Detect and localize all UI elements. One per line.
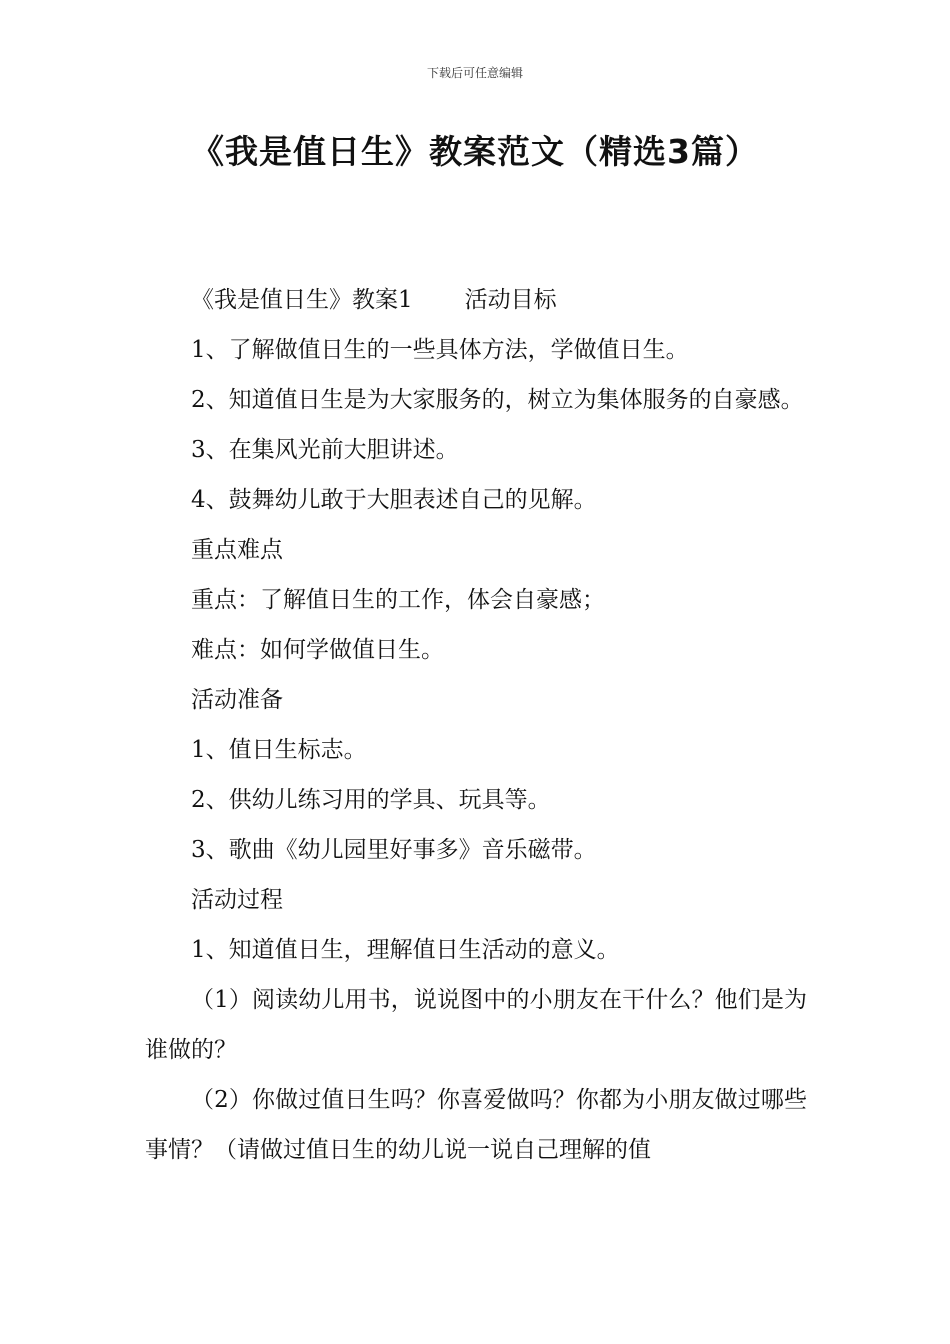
paragraph: 1、了解做值日生的一些具体方法，学做值日生。: [191, 337, 689, 363]
paragraph: 3、在集风光前大胆讲述。: [191, 437, 459, 463]
paragraph: 2、知道值日生是为大家服务的，树立为集体服务的自豪感。: [191, 387, 804, 413]
paragraph: 难点：如何学做值日生。: [191, 637, 444, 663]
paragraph-heading: 活动过程: [191, 887, 283, 913]
paragraph: 1、知道值日生，理解值日生活动的意义。: [191, 937, 620, 963]
paragraph: 1、值日生标志。: [191, 737, 367, 763]
paragraph: 4、鼓舞幼儿敢于大胆表述自己的见解。: [191, 487, 597, 513]
paragraph-heading: 重点难点: [191, 537, 283, 563]
paragraph: 重点：了解值日生的工作，体会自豪感；: [191, 587, 605, 613]
page-header-note: 下载后可任意编辑: [426, 66, 523, 80]
paragraph: （1）阅读幼儿用书，说说图中的小朋友在干什么？他们是为谁做的？: [145, 987, 807, 1063]
paragraph: 3、歌曲《幼儿园里好事多》音乐磁带。: [191, 837, 597, 863]
paragraph: 2、供幼儿练习用的学具、玩具等。: [191, 787, 551, 813]
document-body: [145, 275, 807, 1175]
section-heading: 《我是值日生》教案1: [191, 287, 413, 313]
paragraph: （2）你做过值日生吗？你喜爱做吗？你都为小朋友做过哪些事情？（请做过值日生的幼儿说一说自己理解的值: [145, 1087, 807, 1163]
document-title: 《我是值日生》教案范文（精选3篇）: [191, 132, 759, 171]
paragraph-heading: 活动准备: [191, 687, 283, 713]
section-heading-line: [145, 275, 807, 325]
section-subheading: 活动目标: [464, 287, 557, 313]
